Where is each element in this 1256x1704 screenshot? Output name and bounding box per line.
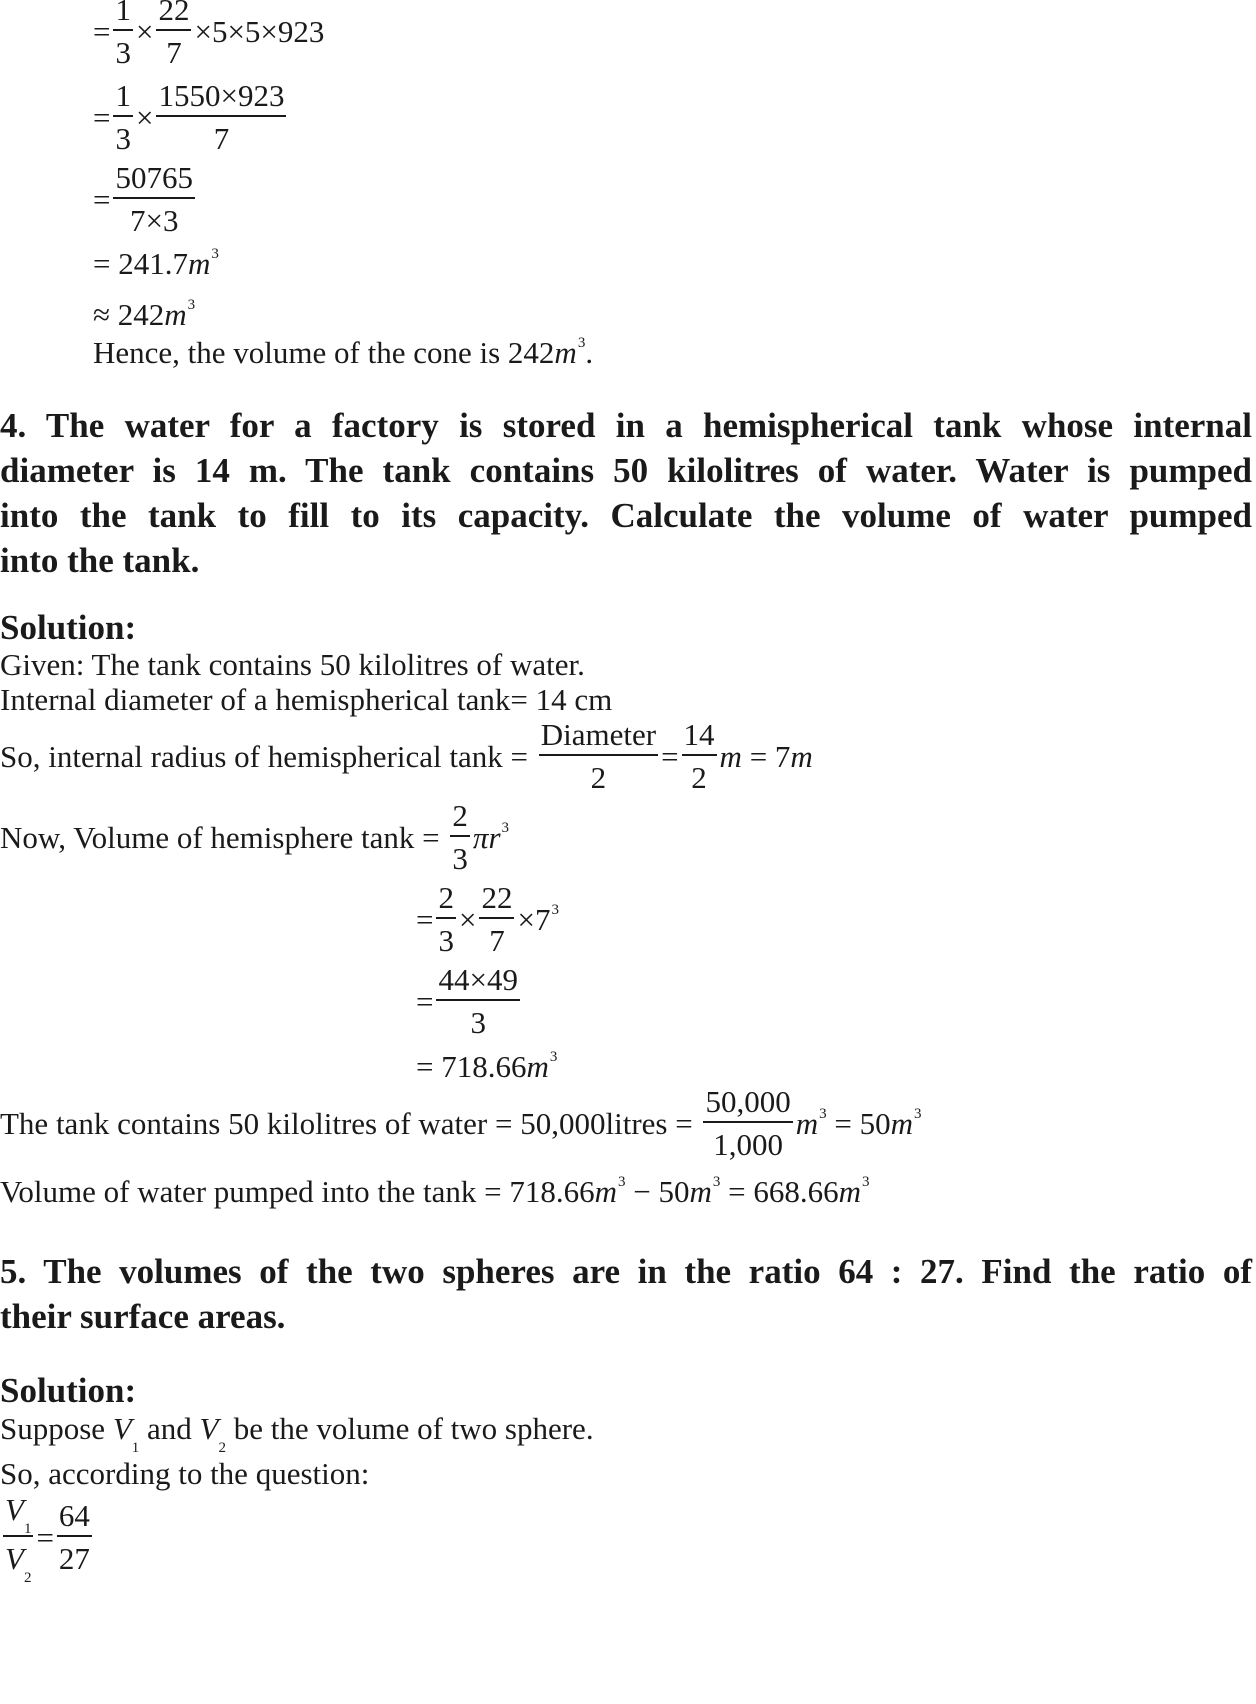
prev-eq-3: = $\frac{50765}{7\times 3}$ bbox=[93, 160, 193, 238]
prev-conclusion: Hence, the volume of the cone is $242m^3$. bbox=[93, 335, 594, 370]
volume-result: = $718.66m^3$ bbox=[416, 1049, 558, 1084]
given-line: Given: The tank contains 50 kilolitres of water. bbox=[0, 647, 585, 682]
solution-label: Solution: bbox=[0, 608, 137, 647]
volume-formula: Now, Volume of hemisphere tank = $\frac{2}{3}$ $\pi r^3$ bbox=[0, 798, 510, 876]
prev-eq-4: = $241.7m^3$ bbox=[93, 246, 219, 281]
suppose-line: Suppose $V_1$ and $V_2$ be the volume of two sphere. bbox=[0, 1411, 594, 1457]
diameter-line: Internal diameter of a hemispherical tank= 14 cm bbox=[0, 682, 613, 717]
fraction: $\frac{44\times 49}{3}$ bbox=[438, 962, 518, 1040]
fraction: $\frac{50765}{7\times 3}$ bbox=[115, 160, 193, 238]
volume-step-1: = $\frac{2}{3}$ × $\frac{22}{7}$ $\times 7^3$ bbox=[416, 880, 559, 958]
fraction: $\frac{1}{3}$ bbox=[115, 78, 131, 156]
fraction: $\frac{2}{3}$ bbox=[452, 798, 468, 876]
fraction: $\frac{1550\times 923}{7}$ bbox=[158, 78, 285, 156]
fraction: $\frac{14}{2}$ bbox=[683, 717, 715, 795]
fraction: $\frac{22}{7}$ bbox=[481, 880, 513, 958]
contains-line: The tank contains 50 kilolitres of water = 50,000litres = $\frac{50,000}{1,000}$ $m^3 = 50m^3$ bbox=[0, 1084, 922, 1162]
prev-eq-1: = $\frac{1}{3}$ × $\frac{22}{7}$ ×5×5×923 bbox=[93, 0, 324, 68]
fraction: $\frac{64}{27}$ bbox=[58, 1498, 90, 1577]
pumped-line: Volume of water pumped into the $\tan k = 718.66m^3 - 50m^3 = 668.66m^3$ bbox=[0, 1174, 870, 1209]
solution-label: Solution: bbox=[0, 1371, 137, 1410]
prev-eq-5: ≈ $242m^3$ bbox=[93, 297, 196, 332]
fraction: $\frac{2}{3}$ bbox=[438, 880, 454, 958]
fraction: $\frac{V_1}{V_2}$ bbox=[5, 1492, 32, 1587]
fraction: $\frac{22}{7}$ bbox=[156, 0, 191, 68]
radius-line: So, internal radius of hemispherical tank = $\frac{\text{Diameter}}{2}$ = $\frac{14}{2}$ m = 7m bbox=[0, 717, 813, 795]
volume-step-2: = $\frac{44\times 49}{3}$ bbox=[416, 962, 518, 1040]
prev-eq-2: = $\frac{1}{3}$ × $\frac{1550\times 923}{7}$ bbox=[93, 78, 285, 156]
ratio-equation: $\frac{V_1}{V_2}$ = $\frac{64}{27}$ bbox=[5, 1492, 90, 1587]
fraction: $\frac{\text{Diameter}}{2}$ bbox=[540, 717, 657, 795]
question-4: 4. The water for a factory is stored in a hemispherical tank whose internal diameter is 14 m. The tank contains 50 kilolitres of water. Water is pumped into the tank to fill to its capacity. Calculate the volume of water pumped into the tank. bbox=[0, 406, 1252, 580]
question-5: 5. The volumes of the two spheres are in the ratio 64 : 27. Find the ratio of their surface areas. bbox=[0, 1252, 1252, 1336]
fraction: $\frac{50,000}{1,000}$ bbox=[705, 1084, 791, 1162]
according-line: So, according to the question: bbox=[0, 1456, 370, 1491]
fraction: $\frac{1}{3}$ bbox=[113, 0, 133, 68]
